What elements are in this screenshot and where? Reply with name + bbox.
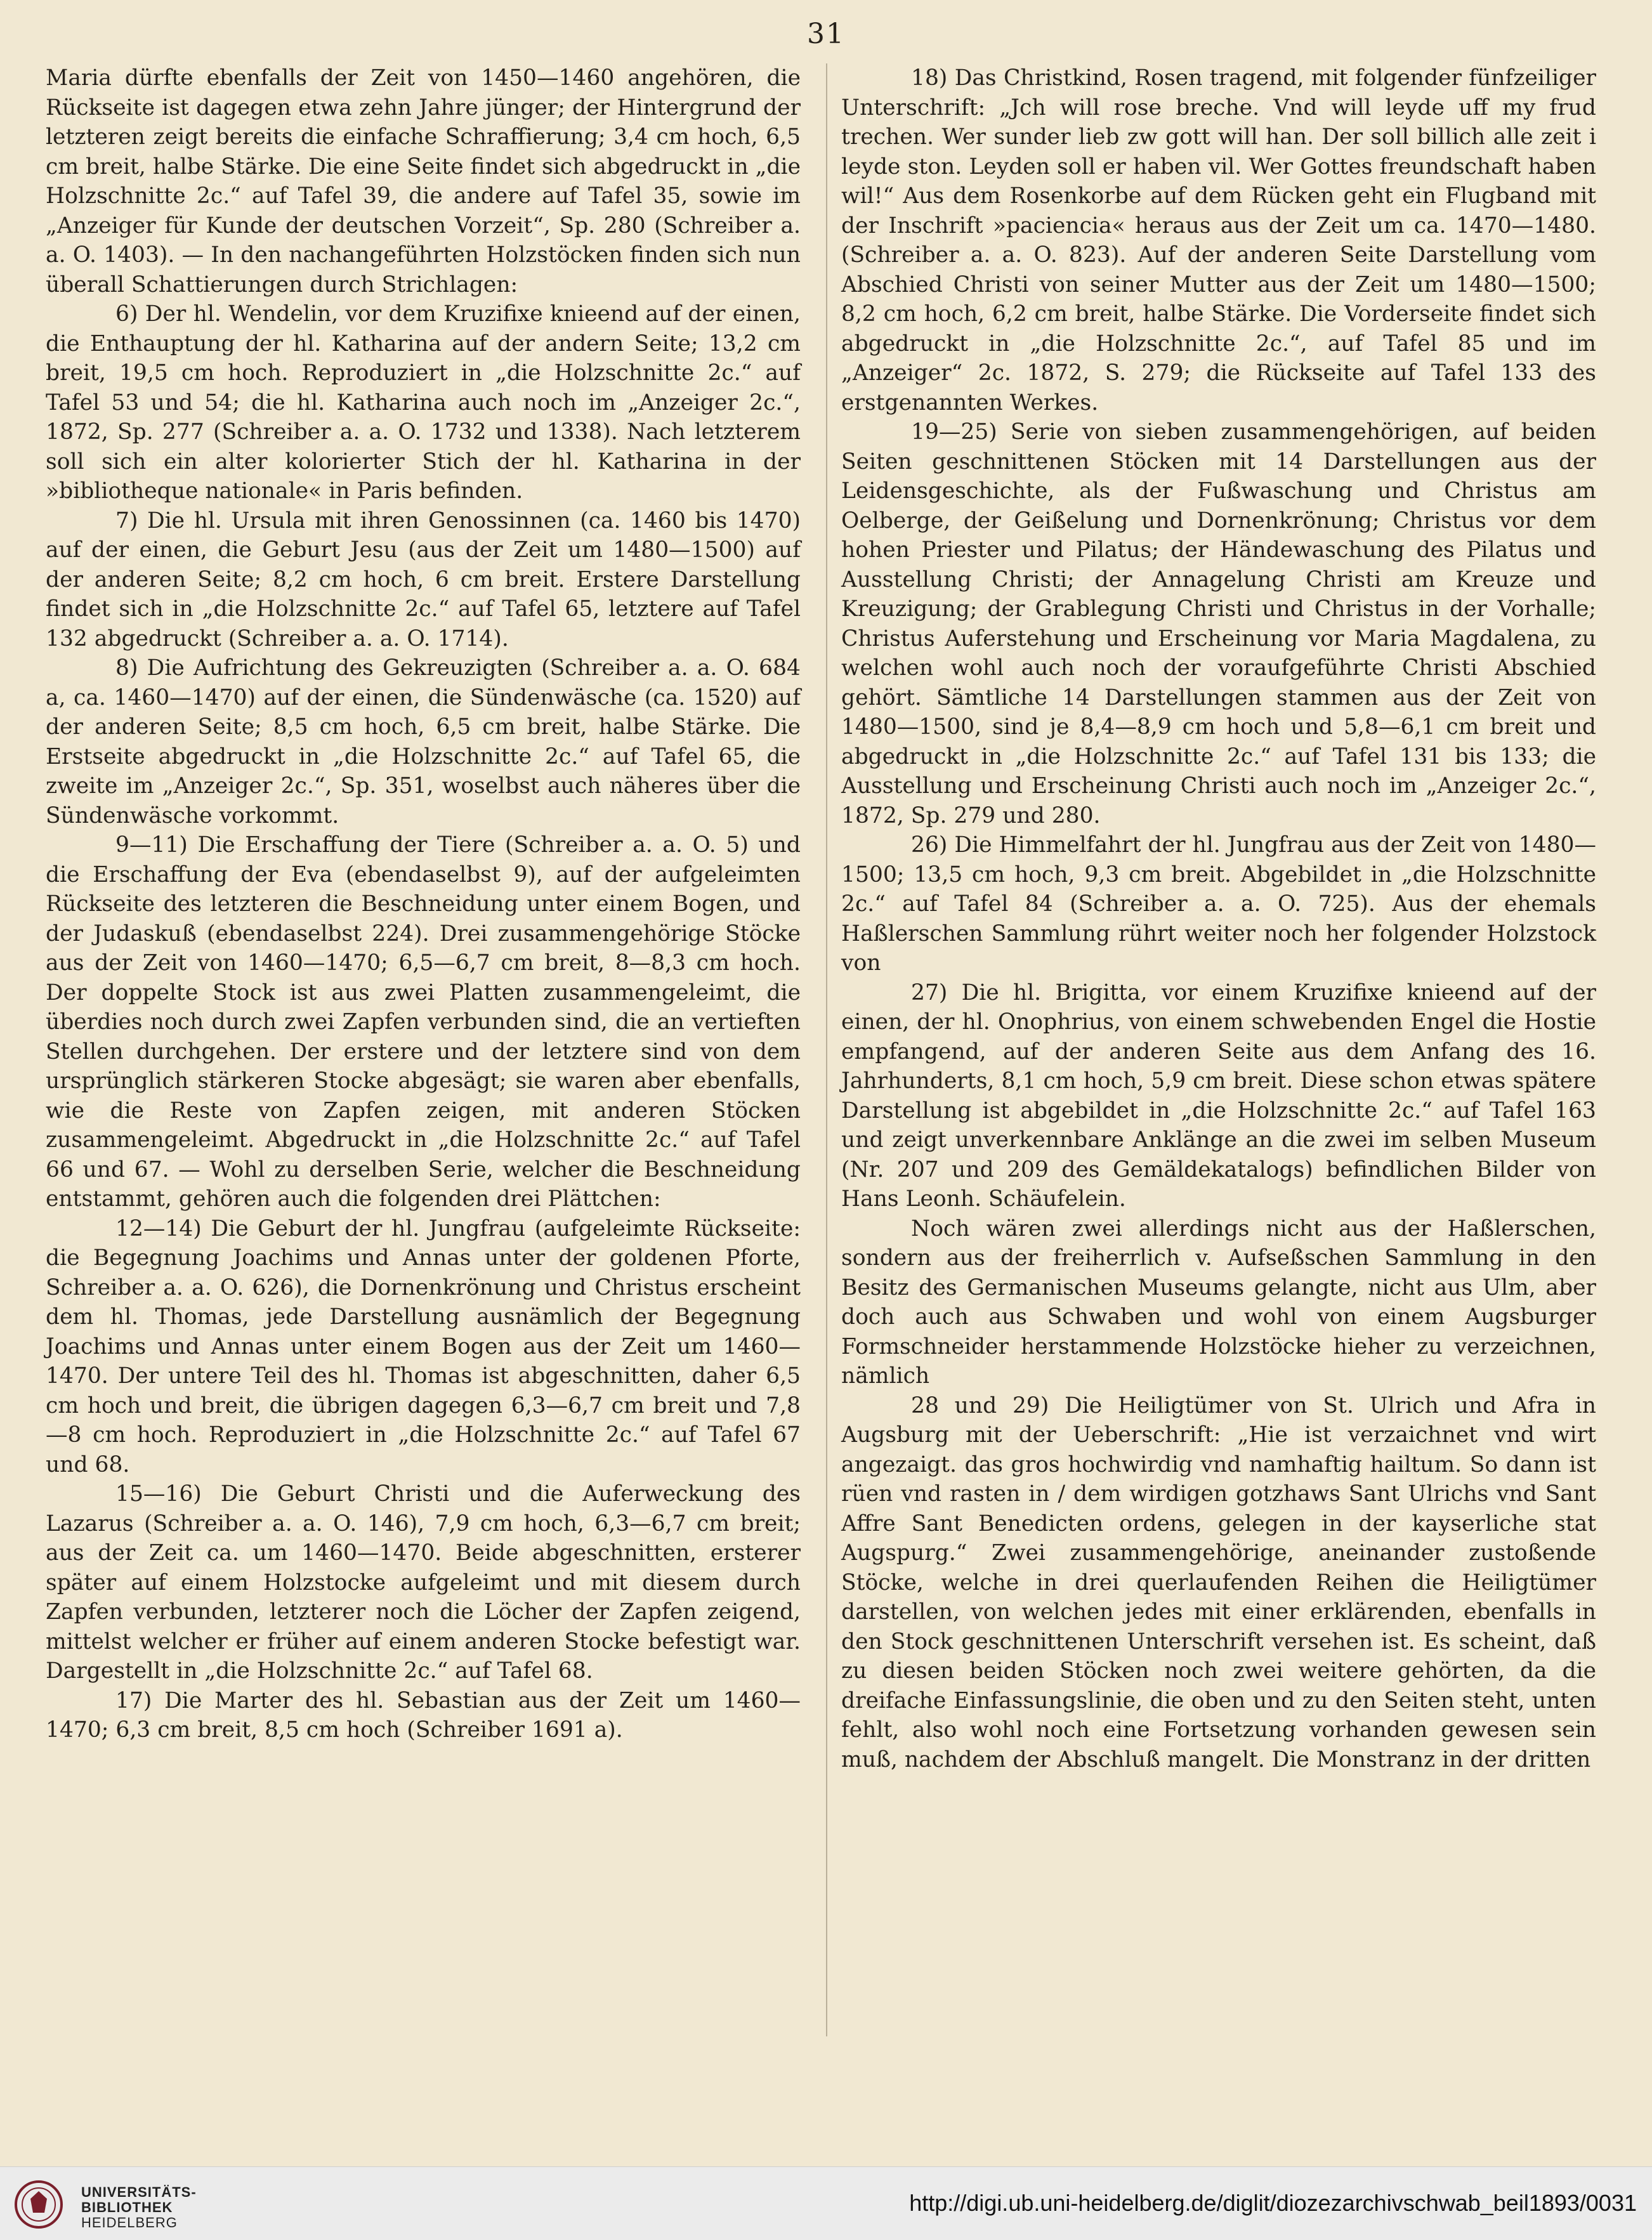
paragraph: 9—11) Die Erschaffung der Tiere (Schreiber a. a. O. 5) und die Erschaffung der Eva (ebendaselbst 9), auf der aufgeleimten Rückseite des letzteren die Beschneidung unter einem Bogen, und der Judaskuß (ebendaselbst 224). Drei zusammengehörige Stöcke aus der Zeit von 1460—1470; 6,5—6,7 cm breit, 8—8,3 cm hoch. Der doppelte Stock ist aus zwei Platten zusammengeleimt, die überdies noch durch zwei Zapfen verbunden sind, die an vertieften Stellen durchgehen. Der erstere und der letztere sind von dem ursprünglich stärkeren Stocke abgesägt; sie waren aber ebenfalls, wie die Reste von Zapfen zeigen, mit anderen Stöcken zusammengeleimt. Abgedruckt in „die Holzschnitte 2c.“ auf Tafel 66 und 67. — Wohl zu derselben Serie, welcher die Beschneidung entstammt, gehören auch die folgenden drei Plättchen: [46,832,801,1212]
paragraph: 12—14) Die Geburt der hl. Jungfrau (aufgeleimte Rückseite: die Begegnung Joachims und Annas unter der goldenen Pforte, Schreiber a. a. O. 626), die Dornenkrönung und Christus erscheint dem hl. Thomas, jede Darstellung ausnämlich der Begegnung Joachims und Annas unter einem Bogen aus der Zeit um 1460—1470. Der untere Teil des hl. Thomas ist abgeschnitten, daher 6,5 cm hoch und breit, die übrigen dagegen 6,3—6,7 cm breit und 7,8—8 cm hoch. Reproduziert in „die Holzschnitte 2c.“ auf Tafel 67 und 68. [46,1215,801,1477]
paragraph: 6) Der hl. Wendelin, vor dem Kruzifixe knieend auf der einen, die Enthauptung der hl. Katharina auf der andern Seite; 13,2 cm breit, 19,5 cm hoch. Reproduziert in „die Holzschnitte 2c.“ auf Tafel 53 und 54; die hl. Katharina auch noch im „Anzeiger 2c.“, 1872, Sp. 277 (Schreiber a. a. O. 1732 und 1338). Nach letzterem soll sich ein alter kolorierter Stich der hl. Katharina in der »bibliotheque nationale« in Paris befinden. [46,301,801,504]
left-text-column [46,63,801,1745]
library-footer [0,2166,1652,2240]
paragraph: 28 und 29) Die Heiligtümer von St. Ulrich und Afra in Augsburg mit der Ueberschrift: „Hie ist verzaichnet vnd wirt angezaigt. das gros hochwirdig vnd namhaftig hailtum. So dann ist rüen vnd rasten in / dem wirdigen gotzhaws Sant Ulrichs vnd Sant Affre Sant Benedicten ordens, gelegen in der kayserliche stat Augspurg.“ Zwei zusammengehörige, aneinander zustoßende Stöcke, welche in drei querlaufenden Reihen die Heiligtümer darstellen, von welchen jedes mit einer erklärenden, ebenfalls in den Stock geschnittenen Unterschrift versehen ist. Es scheint, daß zu diesen beiden Stöcken noch zwei weitere gehörten, da die dreifache Einfassungslinie, die oben und zu den Seiten steht, unten fehlt, also wohl noch eine Fortsetzung vorhanden gewesen sein muß, nachdem der Abschluß mangelt. Die Monstranz in der dritten [841,1392,1596,1772]
paragraph: 17) Die Marter des hl. Sebastian aus der Zeit um 1460—1470; 6,3 cm breit, 8,5 cm hoch (Schreiber 1691 a). [46,1687,801,1743]
heidelberg-seal-icon [14,2180,63,2229]
paragraph: Noch wären zwei allerdings nicht aus der Haßlerschen, sondern aus der freiherrlich v. Aufseßschen Sammlung in den Besitz des Germanischen Museums gelangte, nicht aus Ulm, aber doch auch aus Schwaben und wohl von einem Augsburger Formschneider herstammende Holzstöcke hieher zu verzeichnen, nämlich [841,1215,1596,1389]
library-name-line2: BIBLIOTHEK [81,2199,173,2215]
paragraph: 19—25) Serie von sieben zusammengehörigen, auf beiden Seiten geschnittenen Stöcken mit 14 Darstellungen aus der Leidensgeschichte, als der Fußwaschung und Christus am Oelberge, der Geißelung und Dornenkrönung; Christus vor dem hohen Priester und Pilatus; der Händewaschung des Pilatus und Ausstellung Christi; der Annagelung Christi am Kreuze und Kreuzigung; der Grablegung Christi und Christus in der Vorhalle; Christus Auferstehung und Erscheinung vor Maria Magdalena, zu welchen wohl auch noch der voraufgeführte Christi Abschied gehört. Sämtliche 14 Darstellungen stammen aus der Zeit von 1480—1500, sind je 8,4—8,9 cm hoch und 5,8—6,1 cm breit und abgedruckt in „die Holzschnitte 2c.“ auf Tafel 131 bis 133; die Ausstellung und Erscheinung Christi auch noch im „Anzeiger 2c.“, 1872, Sp. 279 und 280. [841,419,1596,829]
paragraph: 26) Die Himmelfahrt der hl. Jungfrau aus der Zeit von 1480—1500; 13,5 cm hoch, 9,3 cm breit. Abgebildet in „die Holzschnitte 2c.“ auf Tafel 84 (Schreiber a. a. O. 725). Aus der ehemals Haßlerschen Sammlung rührt weiter noch her folgender Holzstock von [841,832,1596,976]
paragraph: Maria dürfte ebenfalls der Zeit von 1450—1460 angehören, die Rückseite ist dagegen etwa zehn Jahre jünger; der Hintergrund der letzteren zeigt bereits die einfache Schraffierung; 3,4 cm hoch, 6,5 cm breit, halbe Stärke. Die eine Seite findet sich abgedruckt in „die Holzschnitte 2c.“ auf Tafel 39, die andere auf Tafel 35, sowie im „Anzeiger für Kunde der deutschen Vorzeit“, Sp. 280 (Schreiber a. a. O. 1403). — In den nachangeführten Holzstöcken finden sich nun überall Schattierungen durch Strichlagen: [46,65,801,298]
paragraph: 18) Das Christkind, Rosen tragend, mit folgender fünfzeiliger Unterschrift: „Jch will rose breche. Vnd will leyde uff my frud trechen. Wer sunder lieb zw gott will han. Der soll billich alle zeit i leyde ston. Leyden soll er haben vil. Wer Gottes freundschaft haben wil!“ Aus dem Rosenkorbe auf dem Rücken geht ein Flugband mit der Inschrift »paciencia« heraus aus der Zeit um ca. 1470—1480. (Schreiber a. a. O. 823). Auf der anderen Seite Darstellung vom Abschied Christi von seiner Mutter aus der Zeit um 1480—1500; 8,2 cm hoch, 6,2 cm breit, halbe Stärke. Die Vorderseite findet sich abgedruckt in „die Holzschnitte 2c.“, auf Tafel 85 und im „Anzeiger“ 2c. 1872, S. 279; die Rückseite auf Tafel 133 des erstgenannten Werkes. [841,65,1596,416]
right-text-column [841,63,1596,1774]
library-name-line1: UNIVERSITÄTS- [81,2184,197,2200]
page-number: 31 [807,18,845,50]
paragraph: 8) Die Aufrichtung des Gekreuzigten (Schreiber a. a. O. 684 a, ca. 1460—1470) auf der einen, die Sündenwäsche (ca. 1520) auf der anderen Seite; 8,5 cm hoch, 6,5 cm breit, halbe Stärke. Die Erstseite abgedruckt in „die Holzschnitte 2c.“ auf Tafel 65, die zweite im „Anzeiger 2c.“, Sp. 351, woselbst auch näheres über die Sündenwäsche vorkommt. [46,655,801,829]
column-divider [826,63,827,2036]
paragraph: 7) Die hl. Ursula mit ihren Genossinnen (ca. 1460 bis 1470) auf der einen, die Geburt Jesu (aus der Zeit um 1480—1500) auf der anderen Seite; 8,2 cm hoch, 6 cm breit. Erstere Darstellung findet sich in „die Holzschnitte 2c.“ auf Tafel 65, letztere auf Tafel 132 abgedruckt (Schreiber a. a. O. 1714). [46,508,801,652]
library-name [81,2185,197,2230]
paragraph: 27) Die hl. Brigitta, vor einem Kruzifixe knieend auf der einen, der hl. Onophrius, von einem schwebenden Engel die Hostie empfangend, auf der anderen Seite aus dem Anfang des 16. Jahrhunderts, 8,1 cm hoch, 5,9 cm breit. Diese schon etwas spätere Darstellung ist abgebildet in „die Holzschnitte 2c.“ auf Tafel 163 und zeigt unverkennbare Anklänge an die zwei im selben Museum (Nr. 207 und 209 des Gemäldekatalogs) befindlichen Bilder von Hans Leonh. Schäufelein. [841,979,1596,1212]
library-name-line3: HEIDELBERG [81,2215,178,2230]
source-url[interactable]: http://digi.ub.uni-heidelberg.de/diglit/diozezarchivschwab_beil1893/0031 [909,2190,1637,2216]
paragraph: 15—16) Die Geburt Christi und die Auferweckung des Lazarus (Schreiber a. a. O. 146), 7,9 cm hoch, 6,3—6,7 cm breit; aus der Zeit ca. um 1460—1470. Beide abgeschnitten, ersterer später auf einem Holzstocke aufgeleimt und mit diesem durch Zapfen verbunden, letzterer noch die Löcher der Zapfen zeigend, mittelst welcher er früher auf einem anderen Stocke befestigt war. Dargestellt in „die Holzschnitte 2c.“ auf Tafel 68. [46,1481,801,1684]
